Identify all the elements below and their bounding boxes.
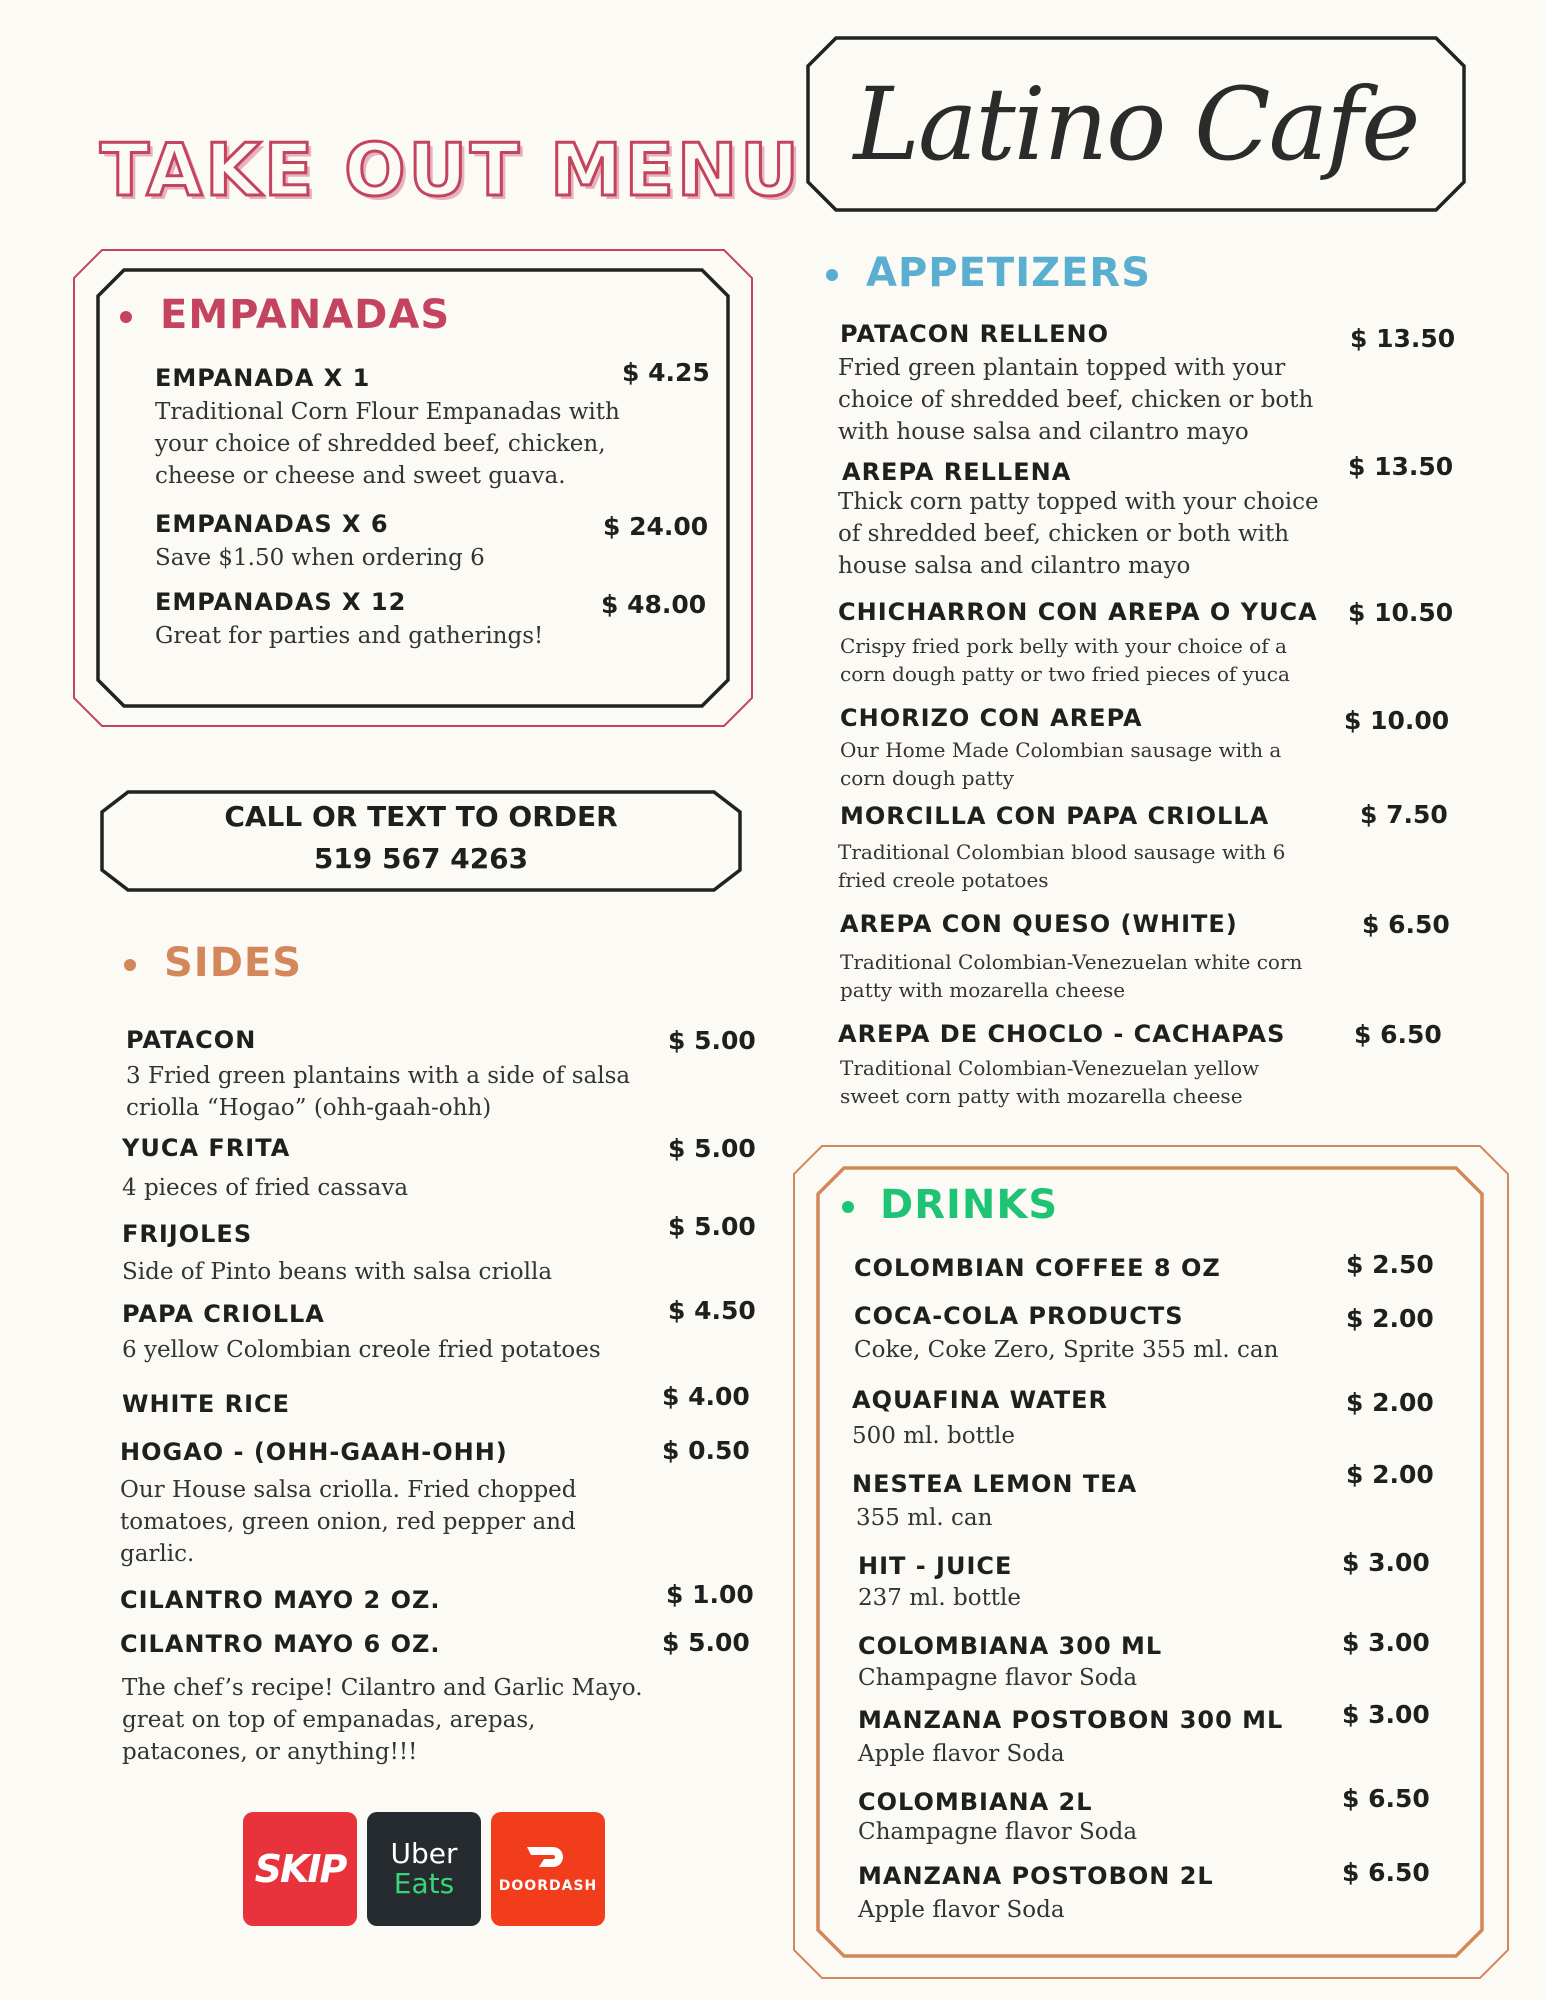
appetizer-chicharron-name: CHICHARRON CON AREPA O YUCA (838, 598, 1318, 626)
drink-hit-desc: 237 ml. bottle (858, 1585, 1022, 1611)
drink-colombiana-300-price: $ 3.00 (1342, 1628, 1430, 1657)
drink-coca-cola-name: COCA-COLA PRODUCTS (854, 1302, 1184, 1330)
uber-logo: Uber (390, 1837, 458, 1870)
appetizer-chorizo-price: $ 10.00 (1344, 706, 1450, 735)
doordash-app-button[interactable] (491, 1812, 605, 1926)
drinks-title: DRINKS (880, 1182, 1059, 1228)
appetizer-arepa-rellena-desc: Thick corn patty topped with your choice of shredded beef, chicken or both with house salsa and cilantro mayo (838, 489, 1319, 579)
appetizer-queso-price: $ 6.50 (1362, 910, 1450, 939)
eats-logo: Eats (393, 1867, 455, 1900)
drink-colombiana-300-name: COLOMBIANA 300 ML (858, 1632, 1163, 1660)
drink-nestea-desc: 355 ml. can (856, 1505, 993, 1531)
drinks-heading (842, 1182, 1058, 1228)
drink-coffee-name: COLOMBIAN COFFEE 8 OZ (854, 1254, 1221, 1282)
appetizer-patacon-desc: Fried green plantain topped with your choice of shredded beef, chicken or both with house salsa and cilantro mayo (838, 355, 1314, 445)
ubereats-app-button[interactable] (367, 1812, 481, 1926)
appetizer-morcilla-name: MORCILLA CON PAPA CRIOLLA (840, 802, 1270, 830)
phone-number[interactable]: 519 567 4263 (313, 842, 529, 875)
side-mayo6-name: CILANTRO MAYO 6 OZ. (120, 1630, 441, 1658)
skip-app-button[interactable] (243, 1812, 357, 1926)
drink-hit-name: HIT - JUICE (858, 1552, 1013, 1580)
menu-title: TAKE OUT MENU (100, 128, 802, 212)
doordash-icon (525, 1844, 571, 1870)
drink-manzana-300-name: MANZANA POSTOBON 300 ML (858, 1706, 1284, 1734)
drink-aquafina-desc: 500 ml. bottle (852, 1423, 1016, 1449)
drink-manzana-300-price: $ 3.00 (1342, 1700, 1430, 1729)
bullet-icon (124, 959, 136, 971)
appetizer-queso-name: AREPA CON QUESO (WHITE) (840, 910, 1238, 938)
appetizers-heading (826, 250, 1151, 296)
side-patacon-name: PATACON (126, 1026, 257, 1054)
drink-colombiana-2l-name: COLOMBIANA 2L (858, 1788, 1093, 1816)
drink-manzana-2l-name: MANZANA POSTOBON 2L (858, 1862, 1214, 1890)
drink-colombiana-2l-price: $ 6.50 (1342, 1784, 1430, 1813)
side-frijoles-price: $ 5.00 (668, 1212, 756, 1241)
empanada-6-desc: Save $1.50 when ordering 6 (155, 545, 485, 571)
side-hogao-desc: Our House salsa criolla. Fried chopped tomatoes, green onion, red pepper and garlic. (120, 1477, 577, 1567)
side-patacon-price: $ 5.00 (668, 1026, 756, 1055)
side-papa-price: $ 4.50 (668, 1296, 756, 1325)
appetizer-chorizo-desc: Our Home Made Colombian sausage with a corn dough patty (840, 738, 1282, 790)
drink-coffee-price: $ 2.50 (1346, 1250, 1434, 1279)
side-mayo6-price: $ 5.00 (662, 1628, 750, 1657)
drink-nestea-price: $ 2.00 (1346, 1460, 1434, 1489)
appetizer-patacon-name: PATACON RELLENO (840, 320, 1109, 348)
appetizer-cachapas-price: $ 6.50 (1354, 1020, 1442, 1049)
side-mayo2-price: $ 1.00 (666, 1580, 754, 1609)
call-to-order (100, 796, 742, 880)
drink-coca-cola-price: $ 2.00 (1346, 1304, 1434, 1333)
drink-colombiana-300-desc: Champagne flavor Soda (858, 1665, 1138, 1691)
empanada-12-price: $ 48.00 (601, 590, 707, 619)
appetizer-cachapas-name: AREPA DE CHOCLO - CACHAPAS (838, 1020, 1286, 1048)
sides-heading (124, 940, 302, 986)
bullet-icon (842, 1201, 854, 1213)
side-rice-name: WHITE RICE (122, 1390, 291, 1418)
empanada-6-price: $ 24.00 (603, 512, 709, 541)
sides-title: SIDES (164, 940, 303, 986)
appetizer-chicharron-price: $ 10.50 (1348, 598, 1454, 627)
empanadas-heading (120, 292, 450, 338)
appetizer-queso-desc: Traditional Colombian-Venezuelan white corn patty with mozarella cheese (840, 950, 1303, 1002)
drink-aquafina-price: $ 2.00 (1346, 1388, 1434, 1417)
bullet-icon (120, 311, 132, 323)
empanada-1-price: $ 4.25 (622, 358, 710, 387)
empanada-12-name: EMPANADAS X 12 (155, 588, 407, 616)
side-frijoles-desc: Side of Pinto beans with salsa criolla (122, 1259, 553, 1285)
side-hogao-name: HOGAO - (OHH-GAAH-OHH) (120, 1438, 508, 1466)
empanada-1-name: EMPANADA X 1 (155, 364, 371, 392)
appetizer-arepa-rellena-name: AREPA RELLENA (842, 458, 1072, 486)
side-rice-price: $ 4.00 (662, 1382, 750, 1411)
side-frijoles-name: FRIJOLES (122, 1220, 253, 1248)
side-yuca-desc: 4 pieces of fried cassava (122, 1175, 409, 1201)
side-yuca-price: $ 5.00 (668, 1134, 756, 1163)
appetizer-chicharron-desc: Crispy fried pork belly with your choice of a corn dough patty or two fried pieces of yuca (840, 634, 1290, 686)
appetizer-morcilla-price: $ 7.50 (1360, 800, 1448, 829)
empanada-1-desc: Traditional Corn Flour Empanadas with your choice of shredded beef, chicken, cheese or cheese and sweet guava. (155, 399, 620, 489)
skip-logo: SKIP (254, 1847, 346, 1891)
appetizer-patacon-price: $ 13.50 (1350, 324, 1456, 353)
empanada-12-desc: Great for parties and gatherings! (155, 623, 544, 649)
empanada-6-name: EMPANADAS X 6 (155, 510, 389, 538)
bullet-icon (826, 269, 838, 281)
drink-hit-price: $ 3.00 (1342, 1548, 1430, 1577)
appetizer-cachapas-desc: Traditional Colombian-Venezuelan yellow sweet corn patty with mozarella cheese (840, 1056, 1260, 1108)
side-yuca-name: YUCA FRITA (122, 1134, 291, 1162)
call-line: CALL OR TEXT TO ORDER (224, 800, 618, 833)
empanadas-title: EMPANADAS (160, 292, 451, 338)
appetizer-chorizo-name: CHORIZO CON AREPA (840, 704, 1143, 732)
drink-manzana-2l-desc: Apple flavor Soda (858, 1897, 1065, 1923)
side-mayo2-name: CILANTRO MAYO 2 OZ. (120, 1586, 441, 1614)
drink-coca-cola-desc: Coke, Coke Zero, Sprite 355 ml. can (854, 1337, 1279, 1363)
appetizer-morcilla-desc: Traditional Colombian blood sausage with 6 fried creole potatoes (838, 840, 1286, 892)
drink-aquafina-name: AQUAFINA WATER (852, 1386, 1108, 1414)
appetizer-arepa-rellena-price: $ 13.50 (1348, 452, 1454, 481)
drink-manzana-300-desc: Apple flavor Soda (858, 1741, 1065, 1767)
side-patacon-desc: 3 Fried green plantains with a side of salsa criolla “Hogao” (ohh-gaah-ohh) (126, 1063, 631, 1121)
side-papa-desc: 6 yellow Colombian creole fried potatoes (122, 1337, 601, 1363)
doordash-logo: DOORDASH (498, 1878, 598, 1894)
drink-manzana-2l-price: $ 6.50 (1342, 1858, 1430, 1887)
drink-colombiana-2l-desc: Champagne flavor Soda (858, 1819, 1138, 1845)
side-hogao-price: $ 0.50 (662, 1436, 750, 1465)
cafe-name: Latino Cafe (853, 65, 1419, 183)
side-mayo6-desc: The chef’s recipe! Cilantro and Garlic Mayo. great on top of empanadas, arepas, patacones, or anything!!! (122, 1675, 643, 1765)
side-papa-name: PAPA CRIOLLA (122, 1300, 325, 1328)
appetizers-title: APPETIZERS (866, 250, 1152, 296)
drink-nestea-name: NESTEA LEMON TEA (852, 1470, 1138, 1498)
